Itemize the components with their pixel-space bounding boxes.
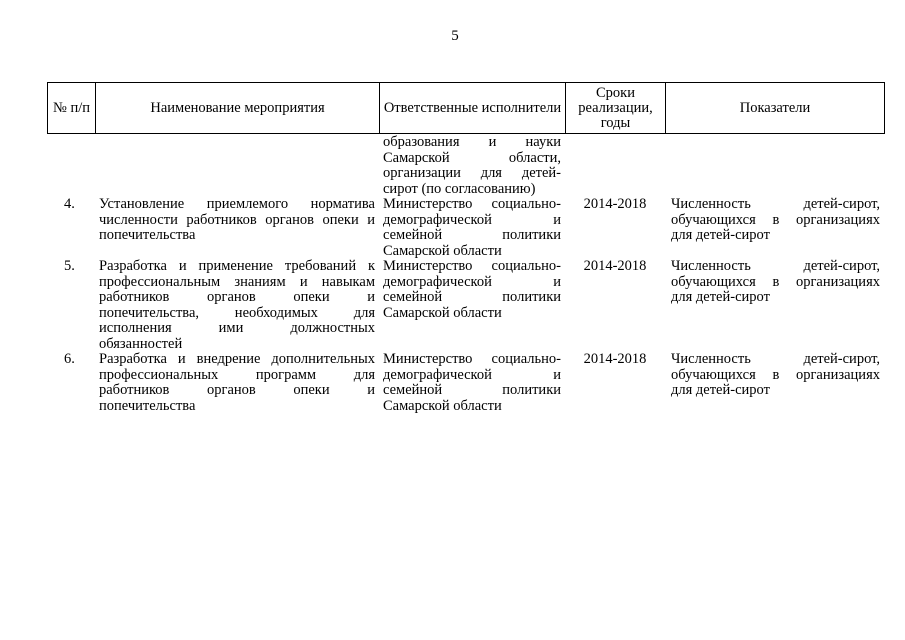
row-number: 4. (64, 196, 75, 212)
text-line: организации для детей- (383, 165, 561, 181)
text-line: для детей-сирот (671, 382, 770, 398)
text-line: численности работников органов опеки и (99, 211, 375, 228)
table-header (47, 82, 885, 134)
years-cell: 2014-2018 (583, 351, 647, 367)
header-num: № п/п (48, 83, 96, 134)
name-cell (95, 197, 379, 259)
text-line: попечительства, необходимых для (99, 304, 375, 321)
indicator-cell (665, 197, 884, 259)
table-body (47, 135, 884, 414)
text-line: Численность детей-сирот, (671, 351, 880, 367)
header-indicators: Показатели (666, 83, 885, 134)
text-line: обязанностей (99, 335, 183, 352)
text-line: Министерство социально- (383, 258, 561, 274)
text-line: для детей-сирот (671, 227, 770, 243)
text-line: обучающихся в организациях (671, 211, 880, 228)
text-line: профессиональным знаниям и навыкам (99, 273, 375, 290)
text-line: работников органов опеки и (99, 382, 375, 398)
responsible-cell (379, 352, 565, 414)
text-line: Разработка и внедрение дополнительных (99, 351, 375, 367)
text-line: обучающихся в организациях (671, 366, 880, 383)
text-line: Самарской области (383, 242, 502, 259)
text-line: Разработка и применение требований к (99, 258, 375, 274)
table-row (47, 352, 884, 414)
table-row (47, 259, 884, 352)
row-number: 5. (64, 258, 75, 274)
text-line: исполнения ими должностных (99, 320, 375, 336)
header-years: Сроки реализации, годы (566, 83, 666, 134)
text-line: демографической и (383, 273, 561, 290)
text-line: Министерство социально- (383, 196, 561, 212)
text-line: обучающихся в организациях (671, 273, 880, 290)
years-cell: 2014-2018 (583, 196, 647, 212)
text-line: семейной политики (383, 289, 561, 305)
text-line: попечительства (99, 397, 196, 414)
name-cell (95, 352, 379, 414)
text-line: Численность детей-сирот, (671, 258, 880, 274)
text-line: Численность детей-сирот, (671, 196, 880, 212)
name-cell (95, 259, 379, 352)
text-line: Самарской области (383, 397, 502, 414)
text-line: профессиональных программ для (99, 366, 375, 383)
text-line: для детей-сирот (671, 289, 770, 305)
responsible-cell (379, 259, 565, 352)
responsible-cell (379, 197, 565, 259)
row-number: 6. (64, 351, 75, 367)
indicator-cell (665, 352, 884, 414)
table-row-continuation (47, 135, 884, 197)
text-line: Самарской области (383, 304, 502, 321)
header-name: Наименование мероприятия (96, 83, 380, 134)
text-line: демографической и (383, 366, 561, 383)
text-line: образования и науки (383, 134, 561, 150)
text-line: Установление приемлемого норматива (99, 196, 375, 212)
text-line: Самарской области, (383, 149, 561, 166)
years-cell: 2014-2018 (583, 258, 647, 274)
responsible-cell (379, 135, 565, 197)
text-line: демографической и (383, 211, 561, 228)
table-row (47, 197, 884, 259)
text-line: семейной политики (383, 227, 561, 243)
text-line: сирот (по согласованию) (383, 180, 536, 197)
text-line: попечительства (99, 227, 196, 243)
text-line: работников органов опеки и (99, 289, 375, 305)
page-number: 5 (451, 28, 459, 44)
text-line: семейной политики (383, 382, 561, 398)
text-line: Министерство социально- (383, 351, 561, 367)
indicator-cell (665, 259, 884, 352)
header-responsible: Ответственные исполнители (380, 83, 566, 134)
